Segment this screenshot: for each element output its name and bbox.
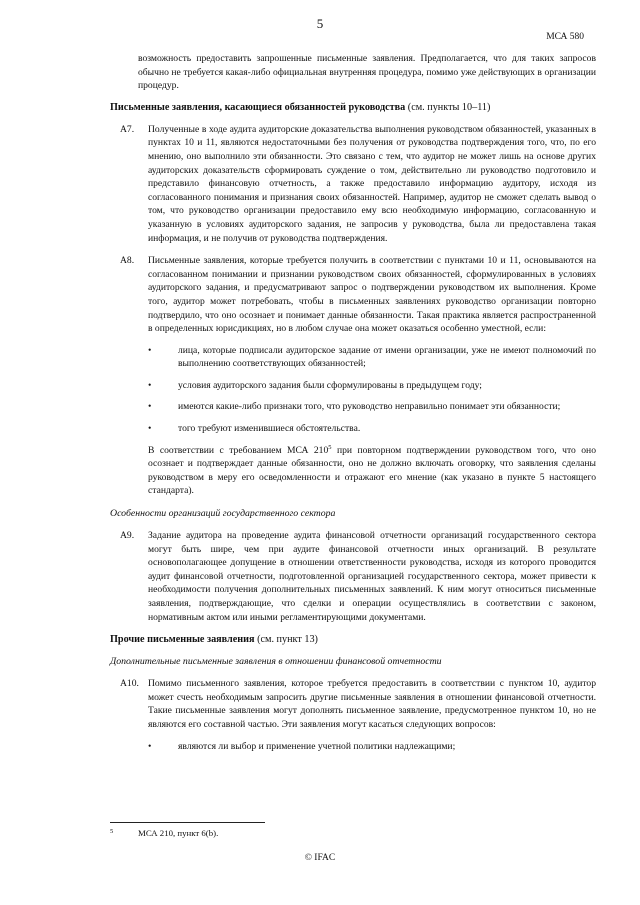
bullet-icon: • <box>148 379 152 391</box>
bullet-icon: • <box>148 401 152 413</box>
list-item-text: являются ли выбор и применение учетной политики надлежащими; <box>178 740 456 752</box>
section-heading-other-representations <box>110 633 596 646</box>
paragraph-text: Помимо письменного заявления, которое требуется предоставить в соответствии с пунктом 10, аудитор может счесть необходимым запросить другие письменные заявления в отношении финансовой отчетности. Такие письменные заявления могут дополнять письменное заявление, предусмотренное пунктом 10, но не являются его составной частью. Эти заявления могут касаться следующих вопросов: <box>148 678 596 730</box>
paragraph-text: Задание аудитора на проведение аудита финансовой отчетности организаций государственного сектора могут быть шире, чем при аудите финансовой отчетности иных организаций. В результате основополагающее допущение в отношении ответственности руководства, исходя из которого проводится аудит финансовой отчетности, подготовленной организацией государственного сектора, может привести к необходимости получения дополнительных письменных заявлений. К ним могут относиться письменные заявления, подтверждающие, что сделки и операции осуществлялись в соответствии с законом, нормативным актом или иными регламентирующими документами. <box>148 530 596 623</box>
list-item <box>148 344 596 371</box>
paragraph-a10 <box>110 677 596 761</box>
page-footer: © IFAC <box>304 853 336 863</box>
paragraph-text: Полученные в ходе аудита аудиторские доказательства выполнения руководством обязанностей, указанных в пунктах 10 и 11, являются недостаточными без получения от руководства подтверждения того, что, по его мнению, оно выполнило эти обязанности. Это связано с тем, что аудитор не может лишь на основе других аудиторских доказательств сформировать суждение о том, действительно ли руководство подготовило и представило финансовую отчетность, а также предоставило информацию аудитору, исходя из согласованного понимания и признания своих обязанностей. Например, аудитор не сможет сделать вывод о том, что руководство организации предоставило ему всю необходимую информацию, согласованную и указанную в условиях аудиторского задания, не запросив у руководства, была ли предоставлена такая информация, и не получив от руководства подтверждения. <box>148 123 596 244</box>
section-heading-ref: (см. пункты 10–11) <box>405 101 491 113</box>
page-content <box>110 52 596 770</box>
section-heading-ref: (см. пункт 13) <box>254 634 318 646</box>
bullet-icon: • <box>148 740 152 752</box>
footnote <box>110 828 218 838</box>
footnote-text: МСА 210, пункт 6(b). <box>138 828 219 838</box>
list-item-text: лица, которые подписали аудиторское задание от имени организации, уже не имеют полномочий по выполнению соответствующих обязанностей; <box>178 344 596 370</box>
bullet-list <box>148 740 596 754</box>
list-item <box>148 379 596 393</box>
paragraph-number: A10. <box>120 678 139 690</box>
standard-id: МСА 580 <box>546 32 584 42</box>
footnote-reference[interactable]: 5 <box>328 443 332 451</box>
section-heading-bold: Письменные заявления, касающиеся обязанностей руководства <box>110 101 406 113</box>
footnote-divider <box>110 822 265 823</box>
list-item-text: того требуют изменившиеся обстоятельства. <box>178 423 361 435</box>
continuation-text-start: В соответствии с требованием МСА 210 <box>148 444 329 456</box>
paragraph-number: A7. <box>120 123 135 135</box>
list-item <box>148 400 596 414</box>
bullet-icon: • <box>148 344 152 356</box>
list-item <box>148 422 596 436</box>
list-item <box>148 740 596 754</box>
intro-text: возможность предоставить запрошенные письменные заявления. Предполагается, что для таких запросов обычно не требуется какая-либо официальная внутренняя процедура, помимо уже действующих в организации процедур. <box>138 53 596 92</box>
paragraph-number: A8. <box>120 255 135 267</box>
section-heading-bold: Прочие письменные заявления <box>110 634 255 646</box>
footnote-mark: 5 <box>110 828 114 835</box>
bullet-list <box>148 344 596 436</box>
subsection-heading-additional-representations: Дополнительные письменные заявления в отношении финансовой отчетности <box>110 656 442 668</box>
paragraph-number: A9. <box>120 530 135 542</box>
section-heading-public-sector: Особенности организаций государственного сектора <box>110 508 336 520</box>
section-heading-management-responsibilities <box>110 101 596 114</box>
paragraph-text: Письменные заявления, которые требуется получить в соответствии с пунктами 10 и 11, основываются на согласованном понимании и признании руководством своих обязанностей, сформулированных в условиях аудиторского задания, и предусматривают запрос о подтверждении руководством их выполнения. Кроме того, аудитор может потребовать, чтобы в письменных заявлениях руководство организации повторно подтвердило, что оно осознает и понимает данные обязанности. Такая практика является распространенной в определенных юрисдикциях, но в любом случае она может оказаться особенно уместной, если: <box>148 255 596 335</box>
paragraph-continuation <box>148 444 596 498</box>
continuation-text-end: при повторном подтверждении руководством того, что оно осознает и подтверждает данные обязанности, оно не должно включать оговорку, что заявления сделаны руководством в меру его осведомленности и отражают его мнение (как указано в пункте 5 настоящего стандарта). <box>148 444 596 497</box>
list-item-text: имеются какие-либо признаки того, что руководство неправильно понимает эти обязанности; <box>178 401 561 413</box>
bullet-icon: • <box>148 423 152 435</box>
paragraph-a7 <box>110 123 596 245</box>
paragraph-a8 <box>110 254 596 498</box>
paragraph-a9 <box>110 529 596 624</box>
list-item-text: условия аудиторского задания были сформулированы в предыдущем году; <box>178 379 482 391</box>
page-number: 5 <box>316 16 324 31</box>
